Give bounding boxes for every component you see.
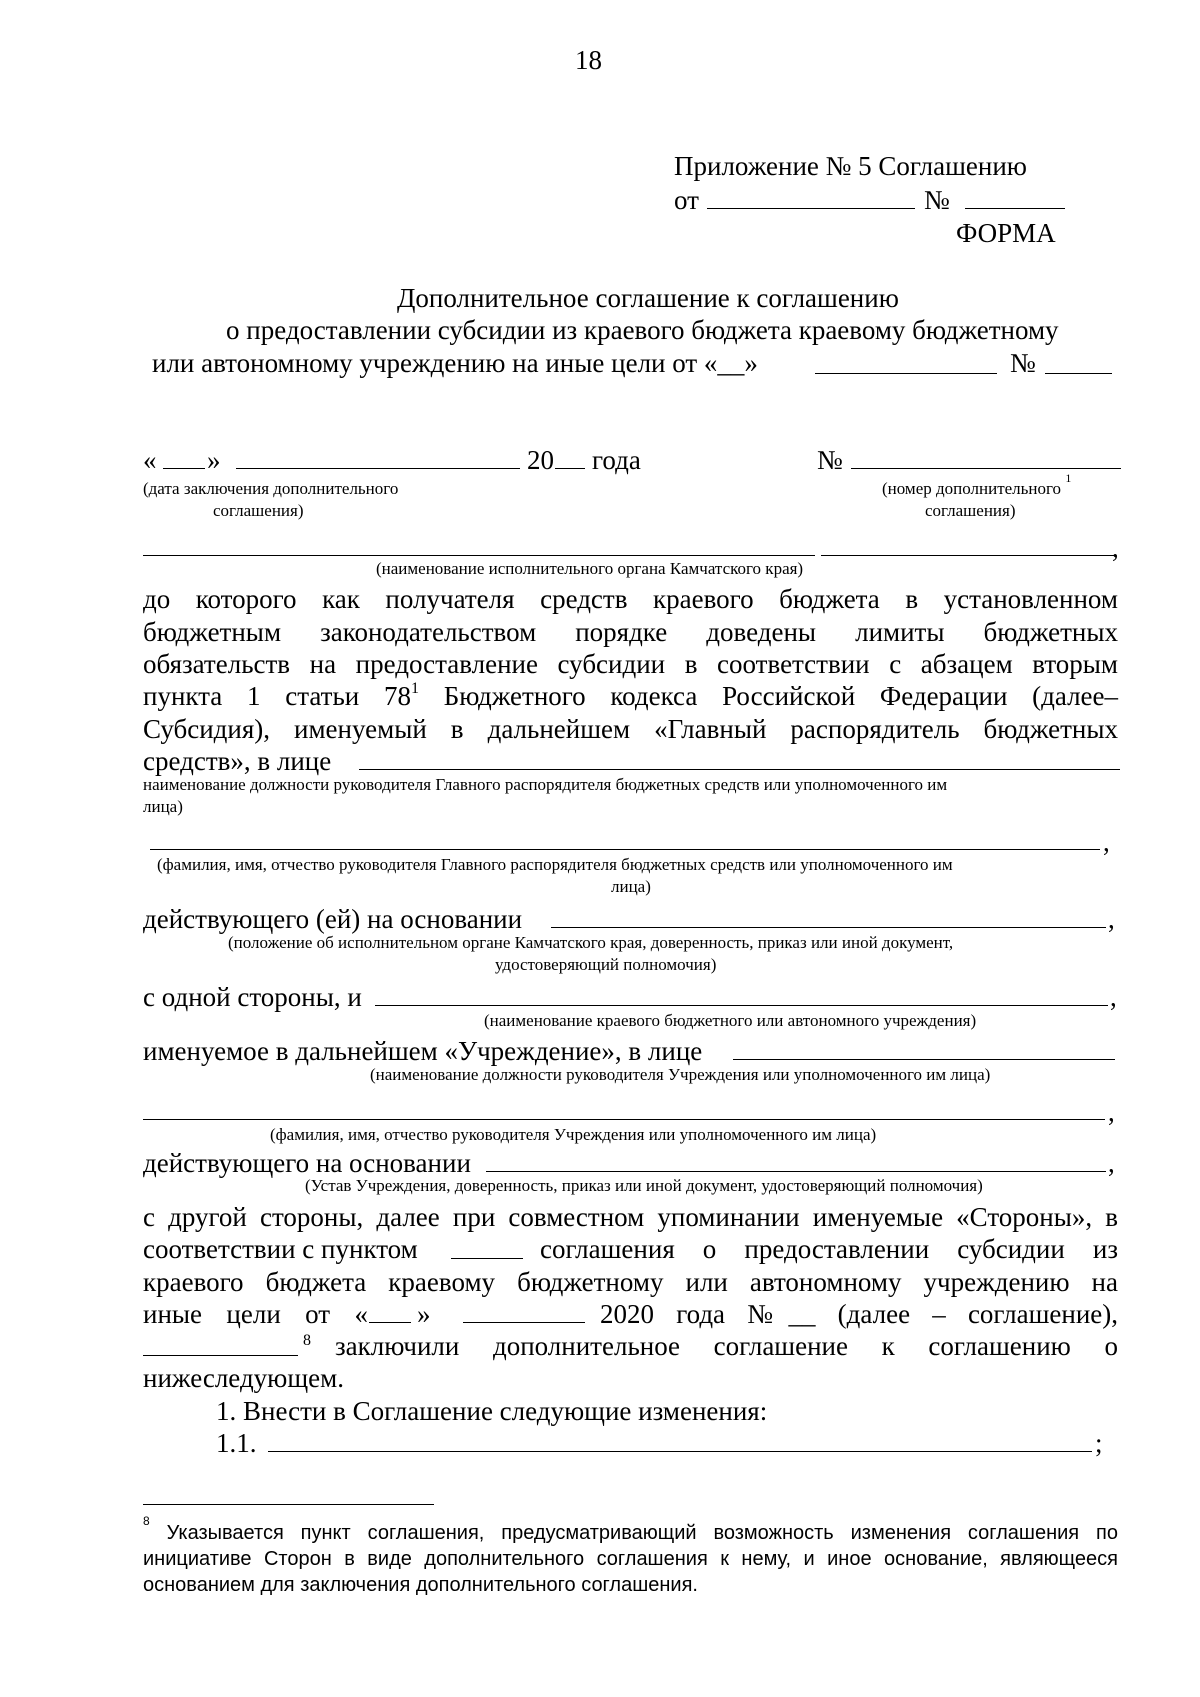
item-1-1-field (268, 1451, 1092, 1452)
institution-head-fio-field (143, 1119, 1105, 1120)
hint-inst-position: (наименование должности руководителя Учреждения или уполномоченного им лица) (370, 1065, 991, 1084)
p1-line-5: Субсидия), именуемый в дальнейшем «Главный распорядитель бюджетных (143, 714, 1118, 744)
title-line-2: о предоставлении субсидии из краевого бюджета краевому бюджетному (226, 315, 1059, 345)
p1-line-1: до которого как получателя средств краевого бюджета в установленном (143, 584, 1118, 614)
hint-basis-1: (положение об исполнительном органе Камчатского края, доверенность, приказ или иной документ, (228, 933, 954, 952)
date-year-field (555, 468, 585, 469)
page-number: 18 (575, 45, 602, 75)
annex-number-sign: № (924, 185, 950, 215)
date-year-prefix: 20 (527, 445, 554, 475)
p2-line-1: с другой стороны, далее при совместном упоминании именуемые «Стороны», в (143, 1202, 1118, 1232)
p2-line-6: нижеследующем. (143, 1363, 344, 1393)
title-date-field (815, 373, 997, 374)
hint-fio-2: лица) (611, 877, 651, 896)
date-hint-1: (дата заключения дополнительного (143, 479, 399, 498)
date-day-field (163, 468, 205, 469)
hint-basis-2: удостоверяющий полномочия) (495, 955, 717, 974)
basis2-comma: , (1108, 1148, 1115, 1178)
p2-line-3: краевого бюджета краевому бюджетному или автономному учреждению на (143, 1267, 1118, 1297)
p2-line-4a: иные цели от « (143, 1299, 368, 1329)
organ-comma: , (1112, 533, 1119, 563)
item-1: 1. Внести в Соглашение следующие изменения: (216, 1396, 768, 1426)
hint-inst-fio: (фамилия, имя, отчество руководителя Учреждения или уполномоченного им лица) (270, 1125, 877, 1144)
inst-fio-comma: , (1108, 1097, 1115, 1127)
date-close-quote: » (207, 445, 221, 475)
organ-name-field-2 (821, 555, 1114, 556)
institution-comma: , (1110, 982, 1117, 1012)
date-year-suffix: года (592, 445, 641, 475)
fio-comma: , (1103, 827, 1110, 857)
institution-name-field (375, 1005, 1108, 1006)
title-number-sign: № (1010, 348, 1036, 378)
p2-line-4b: » (417, 1299, 431, 1329)
p2-extra-field (143, 1355, 298, 1356)
one-side-label: с одной стороны, и (143, 982, 362, 1012)
p2-line-2b: соглашения о предоставлении субсидии из (540, 1234, 1118, 1264)
p2-day-field (369, 1322, 411, 1323)
p1-line-3: обязательств на предоставление субсидии в соответствии с абзацем вторым (143, 649, 1118, 679)
basis-comma: , (1108, 904, 1115, 934)
item-1-1-end: ; (1095, 1428, 1103, 1458)
p2-line-2a: соответствии с пунктом (143, 1234, 418, 1264)
p1-line-6: средств», в лице (143, 746, 332, 776)
acting-basis-2-field (486, 1171, 1106, 1172)
hint-fio-1: (фамилия, имя, отчество руководителя Главного распорядителя бюджетных средств или уполномоченного им (157, 855, 953, 874)
date-hint-2: соглашения) (213, 501, 304, 520)
organ-hint: (наименование исполнительного органа Камчатского края) (376, 559, 804, 578)
hint-institution: (наименование краевого бюджетного или автономного учреждения) (484, 1011, 977, 1030)
annex-date-field (707, 208, 915, 209)
p2-footnote-ref: 8 (303, 1332, 311, 1349)
form-label: ФОРМА (956, 218, 1056, 248)
acting-basis-label: действующего (ей) на основании (143, 904, 523, 934)
acting-basis-2-label: действующего на основании (143, 1148, 471, 1178)
title-line-1: Дополнительное соглашение к соглашению (397, 283, 899, 313)
head-fio-field (150, 849, 1100, 850)
agreement-number-field (851, 468, 1121, 469)
p2-month-field (463, 1322, 585, 1323)
date-month-field (236, 468, 520, 469)
number-hint-2: соглашения) (925, 501, 1016, 520)
clause-number-field (451, 1258, 523, 1259)
item-1-1-label: 1.1. (216, 1428, 257, 1458)
title-line-3: или автономному учреждению на иные цели от «__» (152, 348, 758, 378)
organ-name-field (143, 555, 815, 556)
footnote-separator (143, 1504, 434, 1505)
footnote: $^8$ Указывается пункт соглашения, предусматривающий возможность изменения соглашения по инициативе Сторон в виде дополнительного соглашения к нему, и иное основание, являющееся основанием для заключения дополнительного соглашения. (143, 1514, 1118, 1596)
agreement-number-sign: № (817, 445, 843, 475)
acting-basis-field (551, 927, 1106, 928)
p2-line-5b: заключили дополнительное соглашение к соглашению о (335, 1331, 1118, 1361)
date-open-quote: « (143, 445, 157, 475)
number-hint-1: (номер дополнительного $^1$ (882, 471, 1072, 498)
annex-title: Приложение № 5 Соглашению (674, 151, 1027, 181)
hint-position-2: лица) (143, 797, 183, 816)
hint-position-1: наименование должности руководителя Главного распорядителя бюджетных средств или уполномоченного им (143, 775, 948, 794)
hint-charter: (Устав Учреждения, доверенность, приказ или иной документ, удостоверяющий полномочия) (305, 1176, 983, 1195)
p1-line-4: пункта 1 статьи $78^1$ Бюджетного кодекса Российской Федерации (далее– (143, 680, 1119, 711)
head-position-field (359, 769, 1120, 770)
annex-from-label: от (674, 185, 699, 215)
title-number-field (1045, 373, 1112, 374)
p1-line-2: бюджетным законодательством порядке доведены лимиты бюджетных (143, 617, 1118, 647)
named-institution-label: именуемое в дальнейшем «Учреждение», в лице (143, 1036, 703, 1066)
p2-line-4c: 2020 года №__ (далее – соглашение), (600, 1299, 1118, 1329)
institution-head-position-field (733, 1059, 1115, 1060)
annex-number-field (965, 208, 1065, 209)
